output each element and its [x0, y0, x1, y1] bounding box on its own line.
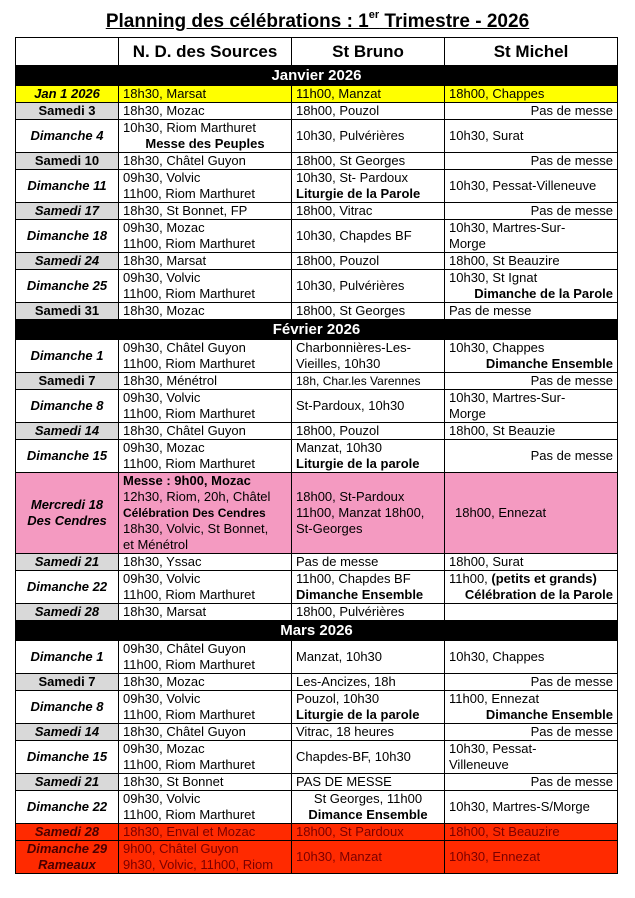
- table-row: [16, 791, 618, 824]
- nd-cell: 09h30, Volvic 11h00, Riom Marthuret: [119, 390, 292, 423]
- sm-cell: 18h00, St Beauzire: [445, 824, 618, 841]
- month-row-january: [16, 66, 618, 86]
- header-st-michel: St Michel: [445, 38, 618, 66]
- nd-cell: 18h30, Marsat: [119, 86, 292, 103]
- day-cell: Samedi 21: [16, 554, 119, 571]
- table-row: [16, 554, 618, 571]
- sb-cell: Les-Ancizes, 18h: [292, 674, 445, 691]
- table-row: [16, 841, 618, 874]
- month-label: Février 2026: [16, 320, 618, 340]
- sb-cell: 18h00, St Georges: [292, 303, 445, 320]
- nd-cell: 09h30, Volvic 11h00, Riom Marthuret: [119, 170, 292, 203]
- table-row: [16, 170, 618, 203]
- sm-cell: 10h30, Pessat-Villeneuve: [445, 170, 618, 203]
- sb-cell: 10h30, Chapdes BF: [292, 220, 445, 253]
- day-cell: Dimanche 8: [16, 390, 119, 423]
- day-cell: Dimanche 22: [16, 571, 119, 604]
- sm-cell: 10h30, Martres-S/Morge: [445, 791, 618, 824]
- sm-cell: 10h30, Chappes Dimanche Ensemble: [445, 340, 618, 373]
- nd-cell: 18h30, Marsat: [119, 253, 292, 270]
- sb-cell: Pas de messe: [292, 554, 445, 571]
- page-title: Planning des célébrations : 1er Trimestre - 2026: [105, 9, 530, 32]
- header-blank: [16, 38, 119, 66]
- header-row: [16, 38, 618, 66]
- nd-cell: 18h30, Châtel Guyon: [119, 153, 292, 170]
- day-cell: Dimanche 1: [16, 340, 119, 373]
- month-label: Janvier 2026: [16, 66, 618, 86]
- nd-cell: 9h00, Châtel Guyon 9h30, Volvic, 11h00, Riom: [119, 841, 292, 874]
- sm-cell: Pas de messe: [445, 153, 618, 170]
- day-cell: Dimanche 22: [16, 791, 119, 824]
- table-row: [16, 604, 618, 621]
- nd-cell: 18h30, Ménétrol: [119, 373, 292, 390]
- day-cell: Samedi 3: [16, 103, 119, 120]
- sm-cell: 10h30, Pessat- Villeneuve: [445, 741, 618, 774]
- nd-cell: 09h30, Volvic 11h00, Riom Marthuret: [119, 791, 292, 824]
- sb-cell: Manzat, 10h30: [292, 641, 445, 674]
- sb-cell: 18h, Char.les Varennes: [292, 373, 445, 390]
- nd-cell: 09h30, Volvic 11h00, Riom Marthuret: [119, 571, 292, 604]
- day-cell: Dimanche 11: [16, 170, 119, 203]
- sb-cell: 10h30, St- Pardoux Liturgie de la Parole: [292, 170, 445, 203]
- sm-cell: Pas de messe: [445, 440, 618, 473]
- table-row: [16, 423, 618, 440]
- sm-cell: 18h00, Ennezat: [445, 473, 618, 554]
- sb-cell: Manzat, 10h30 Liturgie de la parole: [292, 440, 445, 473]
- day-cell: Dimanche 1: [16, 641, 119, 674]
- table-row: [16, 86, 618, 103]
- sb-cell: Pouzol, 10h30 Liturgie de la parole: [292, 691, 445, 724]
- sm-cell: Pas de messe: [445, 674, 618, 691]
- day-cell: Dimanche 29 Rameaux: [16, 841, 119, 874]
- day-cell: Samedi 10: [16, 153, 119, 170]
- sb-cell: 10h30, Pulvérières: [292, 120, 445, 153]
- sb-cell: PAS DE MESSE: [292, 774, 445, 791]
- nd-cell: 10h30, Riom Marthuret Messe des Peuples: [119, 120, 292, 153]
- nd-cell: 09h30, Mozac 11h00, Riom Marthuret: [119, 741, 292, 774]
- day-cell: Samedi 28: [16, 824, 119, 841]
- sb-cell: 18h00, Pulvérières: [292, 604, 445, 621]
- day-cell: Samedi 24: [16, 253, 119, 270]
- nd-cell: 18h30, St Bonnet, FP: [119, 203, 292, 220]
- table-row: [16, 103, 618, 120]
- nd-cell: Messe : 9h00, Mozac 12h30, Riom, 20h, Châtel Célébration Des Cendres 18h30, Volvic, St Bonnet, et Ménétrol: [119, 473, 292, 554]
- sm-cell: 10h30, Ennezat: [445, 841, 618, 874]
- nd-cell: 09h30, Mozac 11h00, Riom Marthuret: [119, 220, 292, 253]
- day-cell: Dimanche 18: [16, 220, 119, 253]
- table-row: [16, 303, 618, 320]
- table-row: [16, 220, 618, 253]
- sb-cell: 18h00, St-Pardoux 11h00, Manzat 18h00, St-Georges: [292, 473, 445, 554]
- schedule-table: [15, 37, 618, 874]
- day-cell: Samedi 14: [16, 724, 119, 741]
- day-cell: Samedi 31: [16, 303, 119, 320]
- sb-cell: 18h00, Pouzol: [292, 423, 445, 440]
- nd-cell: 18h30, Châtel Guyon: [119, 423, 292, 440]
- sb-cell: 10h30, Manzat: [292, 841, 445, 874]
- nd-cell: 09h30, Volvic 11h00, Riom Marthuret: [119, 691, 292, 724]
- sm-cell: 10h30, Martres-Sur- Morge: [445, 220, 618, 253]
- nd-cell: 18h30, Mozac: [119, 303, 292, 320]
- nd-cell: 09h30, Châtel Guyon 11h00, Riom Marthuret: [119, 641, 292, 674]
- month-row-march: [16, 621, 618, 641]
- table-row: [16, 440, 618, 473]
- sb-cell: 10h30, Pulvérières: [292, 270, 445, 303]
- sb-cell: St Georges, 11h00 Dimance Ensemble: [292, 791, 445, 824]
- header-nd-sources: N. D. des Sources: [119, 38, 292, 66]
- table-row: [16, 373, 618, 390]
- sm-cell: [445, 604, 618, 621]
- sm-cell: 10h30, Martres-Sur- Morge: [445, 390, 618, 423]
- sm-cell: Pas de messe: [445, 203, 618, 220]
- month-row-february: [16, 320, 618, 340]
- table-row: [16, 724, 618, 741]
- sb-cell: Vitrac, 18 heures: [292, 724, 445, 741]
- sm-cell: 11h00, Ennezat Dimanche Ensemble: [445, 691, 618, 724]
- sb-cell: St-Pardoux, 10h30: [292, 390, 445, 423]
- nd-cell: 09h30, Châtel Guyon 11h00, Riom Marthuret: [119, 340, 292, 373]
- nd-cell: 09h30, Mozac 11h00, Riom Marthuret: [119, 440, 292, 473]
- sb-cell: 18h00, Pouzol: [292, 253, 445, 270]
- nd-cell: 18h30, Marsat: [119, 604, 292, 621]
- table-row: [16, 253, 618, 270]
- sb-cell: Charbonnières-Les- Vieilles, 10h30: [292, 340, 445, 373]
- sm-cell: Pas de messe: [445, 303, 618, 320]
- sb-cell: 11h00, Chapdes BF Dimanche Ensemble: [292, 571, 445, 604]
- day-cell: Dimanche 4: [16, 120, 119, 153]
- sb-cell: 18h00, Pouzol: [292, 103, 445, 120]
- day-cell: Samedi 21: [16, 774, 119, 791]
- day-cell: Samedi 28: [16, 604, 119, 621]
- day-cell: Dimanche 25: [16, 270, 119, 303]
- table-row: [16, 641, 618, 674]
- table-row: [16, 571, 618, 604]
- day-cell: Samedi 7: [16, 674, 119, 691]
- month-label: Mars 2026: [16, 621, 618, 641]
- nd-cell: 18h30, Yssac: [119, 554, 292, 571]
- sb-cell: Chapdes-BF, 10h30: [292, 741, 445, 774]
- sm-cell: 10h30, Surat: [445, 120, 618, 153]
- sb-cell: 18h00, St Pardoux: [292, 824, 445, 841]
- table-row: [16, 390, 618, 423]
- sm-cell: Pas de messe: [445, 103, 618, 120]
- nd-cell: 18h30, St Bonnet: [119, 774, 292, 791]
- sb-cell: 18h00, Vitrac: [292, 203, 445, 220]
- day-cell: Dimanche 15: [16, 440, 119, 473]
- day-cell: Samedi 7: [16, 373, 119, 390]
- table-row: [16, 473, 618, 554]
- sm-cell: 18h00, St Beauzie: [445, 423, 618, 440]
- sm-cell: 10h30, Chappes: [445, 641, 618, 674]
- nd-cell: 18h30, Châtel Guyon: [119, 724, 292, 741]
- table-row: [16, 674, 618, 691]
- table-row: [16, 741, 618, 774]
- day-cell: Samedi 14: [16, 423, 119, 440]
- table-row: [16, 270, 618, 303]
- table-row: [16, 774, 618, 791]
- day-cell: Samedi 17: [16, 203, 119, 220]
- day-cell: Dimanche 15: [16, 741, 119, 774]
- sm-cell: Pas de messe: [445, 774, 618, 791]
- sm-cell: Pas de messe: [445, 724, 618, 741]
- sm-cell: 11h00, (petits et grands) Célébration de la Parole: [445, 571, 618, 604]
- nd-cell: 09h30, Volvic 11h00, Riom Marthuret: [119, 270, 292, 303]
- header-st-bruno: St Bruno: [292, 38, 445, 66]
- day-cell: Mercredi 18 Des Cendres: [16, 473, 119, 554]
- sm-cell: 10h30, St Ignat Dimanche de la Parole: [445, 270, 618, 303]
- sm-cell: 18h00, Surat: [445, 554, 618, 571]
- nd-cell: 18h30, Mozac: [119, 674, 292, 691]
- table-row: [16, 691, 618, 724]
- day-cell: Jan 1 2026: [16, 86, 119, 103]
- sm-cell: Pas de messe: [445, 373, 618, 390]
- day-cell: Dimanche 8: [16, 691, 119, 724]
- nd-cell: 18h30, Mozac: [119, 103, 292, 120]
- table-row: [16, 153, 618, 170]
- nd-cell: 18h30, Enval et Mozac: [119, 824, 292, 841]
- sb-cell: 18h00, St Georges: [292, 153, 445, 170]
- table-row: [16, 120, 618, 153]
- table-row: [16, 340, 618, 373]
- table-row: [16, 203, 618, 220]
- sm-cell: 18h00, Chappes: [445, 86, 618, 103]
- sm-cell: 18h00, St Beauzire: [445, 253, 618, 270]
- table-row: [16, 824, 618, 841]
- sb-cell: 11h00, Manzat: [292, 86, 445, 103]
